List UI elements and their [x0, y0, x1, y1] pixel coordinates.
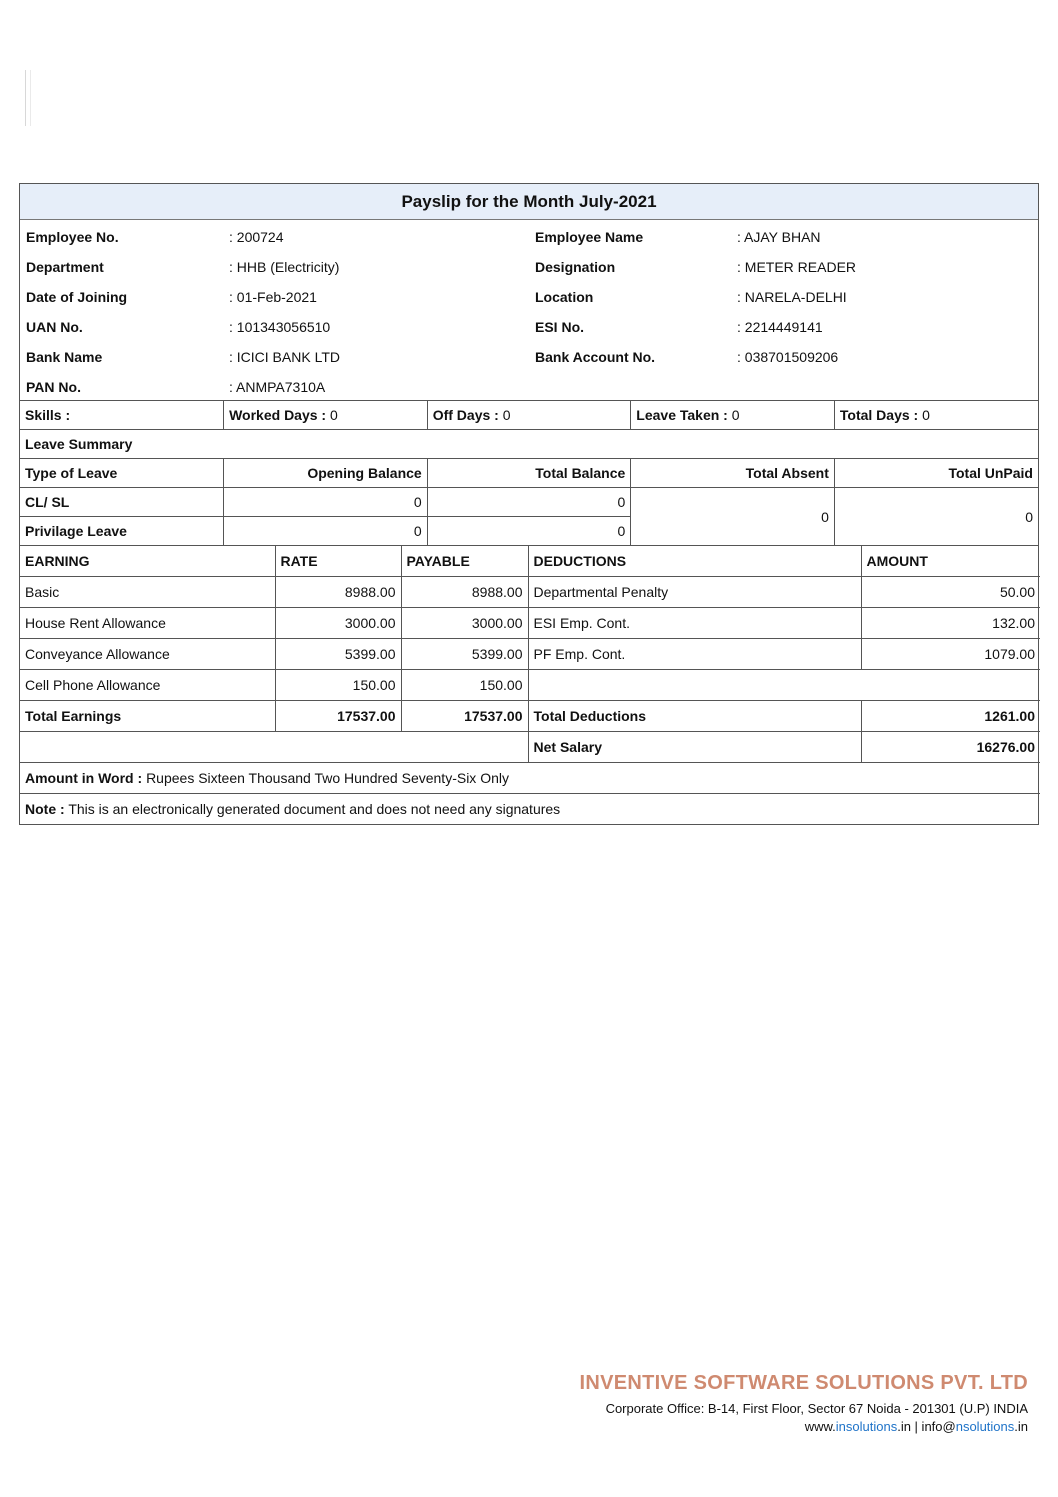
leave-taken-cell: [631, 401, 835, 430]
total-rate-value: 17537.00: [275, 701, 401, 732]
opening-balance-cell: 0: [224, 517, 428, 546]
leave-summary-table: [20, 430, 1038, 546]
employee-details: [20, 220, 1038, 401]
amount-cell: 132.00: [861, 608, 1040, 639]
worked-days-value: 0: [329, 407, 338, 423]
payable-cell: 5399.00: [401, 639, 528, 670]
info-row: [20, 282, 1038, 312]
info-row: [20, 342, 1038, 372]
web-suffix: .in | info@: [897, 1419, 956, 1434]
attendance-table: [20, 401, 1038, 430]
opening-balance-cell: 0: [224, 488, 428, 517]
leave-type-cell: Privilage Leave: [20, 517, 224, 546]
net-salary-value: 16276.00: [861, 732, 1040, 763]
earnings-deductions-table: [20, 546, 1040, 824]
rate-header: RATE: [275, 546, 401, 577]
uan-value: : 101343056510: [229, 319, 331, 335]
designation-value: : METER READER: [737, 259, 857, 275]
deduction-cell: Departmental Penalty: [528, 577, 861, 608]
net-salary-label: Net Salary: [528, 732, 861, 763]
esi-label: ESI No.: [535, 319, 585, 335]
deduction-cell: ESI Emp. Cont.: [528, 608, 861, 639]
total-unpaid-header: Total UnPaid: [834, 459, 1038, 488]
rate-cell: 150.00: [275, 670, 401, 701]
off-days-label: Off Days :: [432, 407, 499, 423]
off-days-value: 0: [502, 407, 511, 423]
location-value: : NARELA-DELHI: [737, 289, 847, 305]
email-link[interactable]: nsolutions: [955, 1419, 1015, 1434]
total-unpaid-cell: 0: [834, 488, 1038, 546]
payable-header: PAYABLE: [401, 546, 528, 577]
info-row: [20, 312, 1038, 342]
info-row: [20, 222, 1038, 252]
total-balance-cell: 0: [427, 517, 631, 546]
amount-in-word-value: Rupees Sixteen Thousand Two Hundred Seventy-Six Only: [146, 770, 509, 786]
earning-cell: Conveyance Allowance: [20, 639, 275, 670]
total-deductions-label: Total Deductions: [528, 701, 861, 732]
payslip-title: Payslip for the Month July-2021: [20, 184, 1038, 220]
company-name: INVENTIVE SOFTWARE SOLUTIONS PVT. LTD: [579, 1372, 1028, 1394]
note-row: [20, 794, 1040, 825]
total-days-value: 0: [922, 407, 930, 423]
company-address: Corporate Office: B-14, First Floor, Sector 67 Noida - 201301 (U.P) INDIA: [605, 1401, 1028, 1416]
info-row: [20, 252, 1038, 282]
amount-cell: 50.00: [861, 577, 1040, 608]
email-suffix: .in: [1014, 1419, 1028, 1434]
earning-cell: House Rent Allowance: [20, 608, 275, 639]
earning-cell: Cell Phone Allowance: [20, 670, 275, 701]
earning-header: EARNING: [20, 546, 275, 577]
total-absent-cell: 0: [631, 488, 835, 546]
web-prefix: www.: [804, 1419, 836, 1434]
amount-in-word-row: [20, 763, 1040, 794]
employee-no-value: : 200724: [229, 229, 284, 245]
total-earnings-label: Total Earnings: [20, 701, 275, 732]
worked-days-cell: [224, 401, 428, 430]
payable-cell: 3000.00: [401, 608, 528, 639]
info-row: [20, 372, 1038, 402]
corner-mark: [25, 70, 31, 126]
earning-cell: Basic: [20, 577, 275, 608]
designation-label: Designation: [535, 259, 616, 275]
payable-cell: 150.00: [401, 670, 528, 701]
employee-no-label: Employee No.: [26, 229, 119, 245]
leave-summary-heading: Leave Summary: [20, 430, 1038, 459]
leave-type-header: Type of Leave: [20, 459, 224, 488]
total-absent-header: Total Absent: [631, 459, 835, 488]
deduction-cell: PF Emp. Cont.: [528, 639, 861, 670]
department-value: : HHB (Electricity): [229, 259, 340, 275]
footer: [579, 1372, 1028, 1434]
company-contact: [579, 1419, 1028, 1434]
employee-name-label: Employee Name: [535, 229, 644, 245]
bank-account-value: : 038701509206: [737, 349, 839, 365]
location-label: Location: [535, 289, 594, 305]
off-days-cell: [427, 401, 631, 430]
bank-account-label: Bank Account No.: [535, 349, 656, 365]
leave-taken-value: 0: [731, 407, 740, 423]
pan-value: : ANMPA7310A: [229, 379, 326, 395]
joining-date-value: : 01-Feb-2021: [229, 289, 317, 305]
bank-name-label: Bank Name: [26, 349, 103, 365]
esi-value: : 2214449141: [737, 319, 823, 335]
worked-days-label: Worked Days :: [229, 407, 327, 423]
opening-balance-header: Opening Balance: [224, 459, 428, 488]
total-days-cell: [834, 401, 1038, 430]
note-label: Note :: [25, 801, 65, 817]
deductions-header: DEDUCTIONS: [528, 546, 861, 577]
payslip: [19, 183, 1039, 825]
note-text: This is an electronically generated document and does not need any signatures: [68, 801, 561, 817]
total-balance-cell: 0: [427, 488, 631, 517]
empty-deduction-cell: [528, 670, 1040, 701]
department-label: Department: [26, 259, 104, 275]
total-balance-header: Total Balance: [427, 459, 631, 488]
uan-label: UAN No.: [26, 319, 83, 335]
pan-label: PAN No.: [26, 379, 81, 395]
joining-date-label: Date of Joining: [26, 289, 128, 305]
amount-header: AMOUNT: [861, 546, 1040, 577]
amount-in-word-label: Amount in Word :: [25, 770, 143, 786]
leave-taken-label: Leave Taken :: [636, 407, 728, 423]
rate-cell: 5399.00: [275, 639, 401, 670]
website-link[interactable]: insolutions: [835, 1419, 898, 1434]
rate-cell: 3000.00: [275, 608, 401, 639]
total-payable-value: 17537.00: [401, 701, 528, 732]
employee-name-value: : AJAY BHAN: [737, 229, 821, 245]
amount-cell: 1079.00: [861, 639, 1040, 670]
skills-label: Skills :: [20, 401, 224, 430]
bank-name-value: : ICICI BANK LTD: [229, 349, 340, 365]
total-deductions-value: 1261.00: [861, 701, 1040, 732]
leave-type-cell: CL/ SL: [20, 488, 224, 517]
payable-cell: 8988.00: [401, 577, 528, 608]
rate-cell: 8988.00: [275, 577, 401, 608]
empty-cell: [20, 732, 528, 763]
total-days-label: Total Days :: [839, 407, 919, 423]
